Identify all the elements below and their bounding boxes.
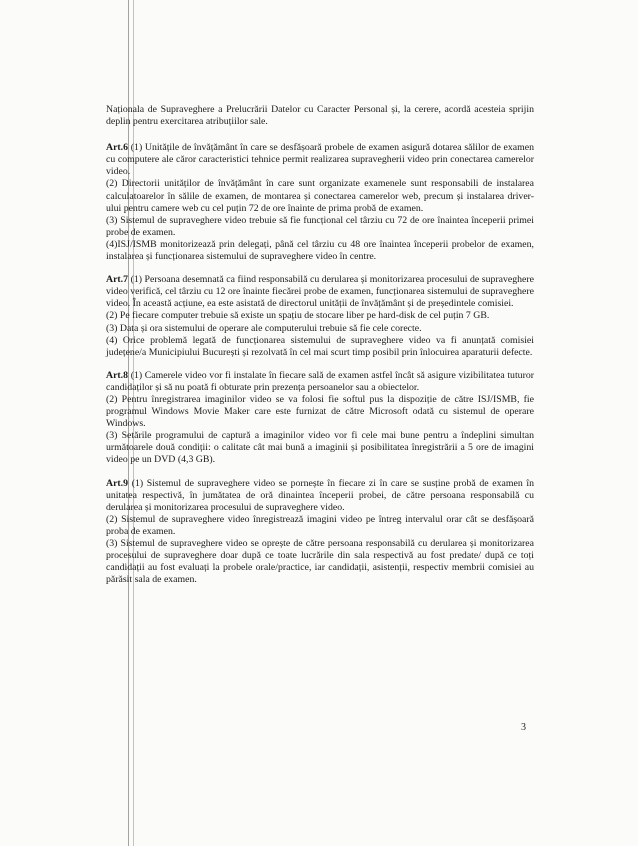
paragraph-text: (1) Camerele video vor fi instalate în fiecare sală de examen astfel încât să asigure vizibilitatea tuturor candidaților și să nu poată fi obturate prin prezența persoanelor sau a obiectelor. [106, 369, 534, 393]
article-label: Art.8 [106, 369, 129, 381]
article-6 [106, 142, 534, 263]
article-paragraph: (4)ISJ/ISMB monitorizează prin delegați, până cel târziu cu 48 ore înaintea începerii probelor de examen, instalarea și funcționarea sistemului de supraveghere video în centre. [106, 238, 534, 263]
article-label: Art.9 [106, 477, 129, 489]
article-label: Art.7 [106, 274, 129, 286]
article-7 [106, 274, 534, 359]
article-label: Art.6 [106, 142, 129, 154]
article-paragraph: (3) Setările programului de captură a imaginilor video vor fi cele mai bune pentru a îndeplini simultan următoarele două condiții: o calitate cât mai bună a imaginii și posibilitatea înregistrării a 5 ore de imagini video pe un DVD (4,3 GB). [106, 430, 534, 466]
article-paragraph: (2) Pentru înregistrarea imaginilor video se va folosi fie softul pus la dispoziție de către ISJ/ISMB, fie programul Windows Movie Maker care este furnizat de către Microsoft odată cu sistemul de operare Windows. [106, 393, 534, 430]
paragraph-text: (1) Persoana desemnată ca fiind responsabilă cu derularea și monitorizarea procesului de supraveghere video verifică, cel târziu cu 12 ore înainte fiecărei probe de examen, funcționarea sistemului de supraveghere video. În această acțiune, ea este asistată de directorul unității de învățământ și de președintele comisiei. [106, 274, 535, 310]
article-paragraph [106, 478, 534, 514]
article-paragraph [106, 370, 534, 394]
article-9 [106, 478, 534, 587]
article-paragraph [106, 274, 534, 310]
article-paragraph: (3) Sistemul de supraveghere video trebuie să fie funcțional cel târziu cu 72 de ore înaintea începerii primei probe de examen. [106, 214, 534, 238]
article-paragraph: (2) Sistemul de supraveghere video înregistrează imagini video pe întreg intervalul orar cât se desfășoară proba de examen. [106, 513, 534, 537]
article-paragraph [106, 142, 534, 178]
document-page [106, 104, 534, 597]
page-number: 3 [521, 722, 526, 733]
article-paragraph: (2) Directorii unităților de învățământ în care sunt organizate examenele sunt responsabili de instalarea calculatoarelor în sălile de examen, de montarea și conectarea camerelor web, precum și instalarea driver-ului pentru camere web cu cel puțin 72 de ore înainte de prima probă de examen. [106, 178, 534, 214]
intro-paragraph: Naționala de Supraveghere a Prelucrării Datelor cu Caracter Personal și, la cerere, acordă acesteia sprijin deplin pentru exercitarea atribuțiilor sale. [106, 104, 534, 128]
article-paragraph: (2) Pe fiecare computer trebuie să existe un spațiu de stocare liber pe hard-disk de cel puțin 7 GB. [106, 310, 490, 322]
article-8 [106, 370, 534, 467]
paragraph-text: (1) Unitățile de învățământ în care se desfășoară probele de examen asigură dotarea sălilor de examen cu computere ale căror caracteristici tehnice permit realizarea supravegherii video prin conectarea camerelor video. [106, 142, 534, 178]
article-paragraph: (4) Orice problemă legată de funcționarea sistemului de supraveghere video va fi anunțată comisiei județene/a Municipiului București și rezolvată în cel mai scurt timp posibil prin înlocuirea aparaturii defecte. [106, 334, 534, 358]
paragraph-text: (1) Sistemul de supraveghere video se pornește în fiecare zi în care se susține probă de examen în unitatea respectivă, în jumătatea de oră dinaintea începerii probei, de către persoana responsabilă cu derularea și monitorizarea procesului de supraveghere video. [106, 477, 534, 513]
article-paragraph: (3) Data și ora sistemului de operare ale computerului trebuie să fie cele corecte. [106, 322, 422, 334]
article-paragraph: (3) Sistemul de supraveghere video se oprește de către persoana responsabilă cu derularea și monitorizarea procesului de supraveghere doar după ce toate lucrările din sala respectivă au fost predate/ după ce toți candidații au fost evaluați la probele orale/practice, iar candidații, asistenții, respectiv membrii comisiei au părăsit sala de examen. [106, 538, 534, 586]
